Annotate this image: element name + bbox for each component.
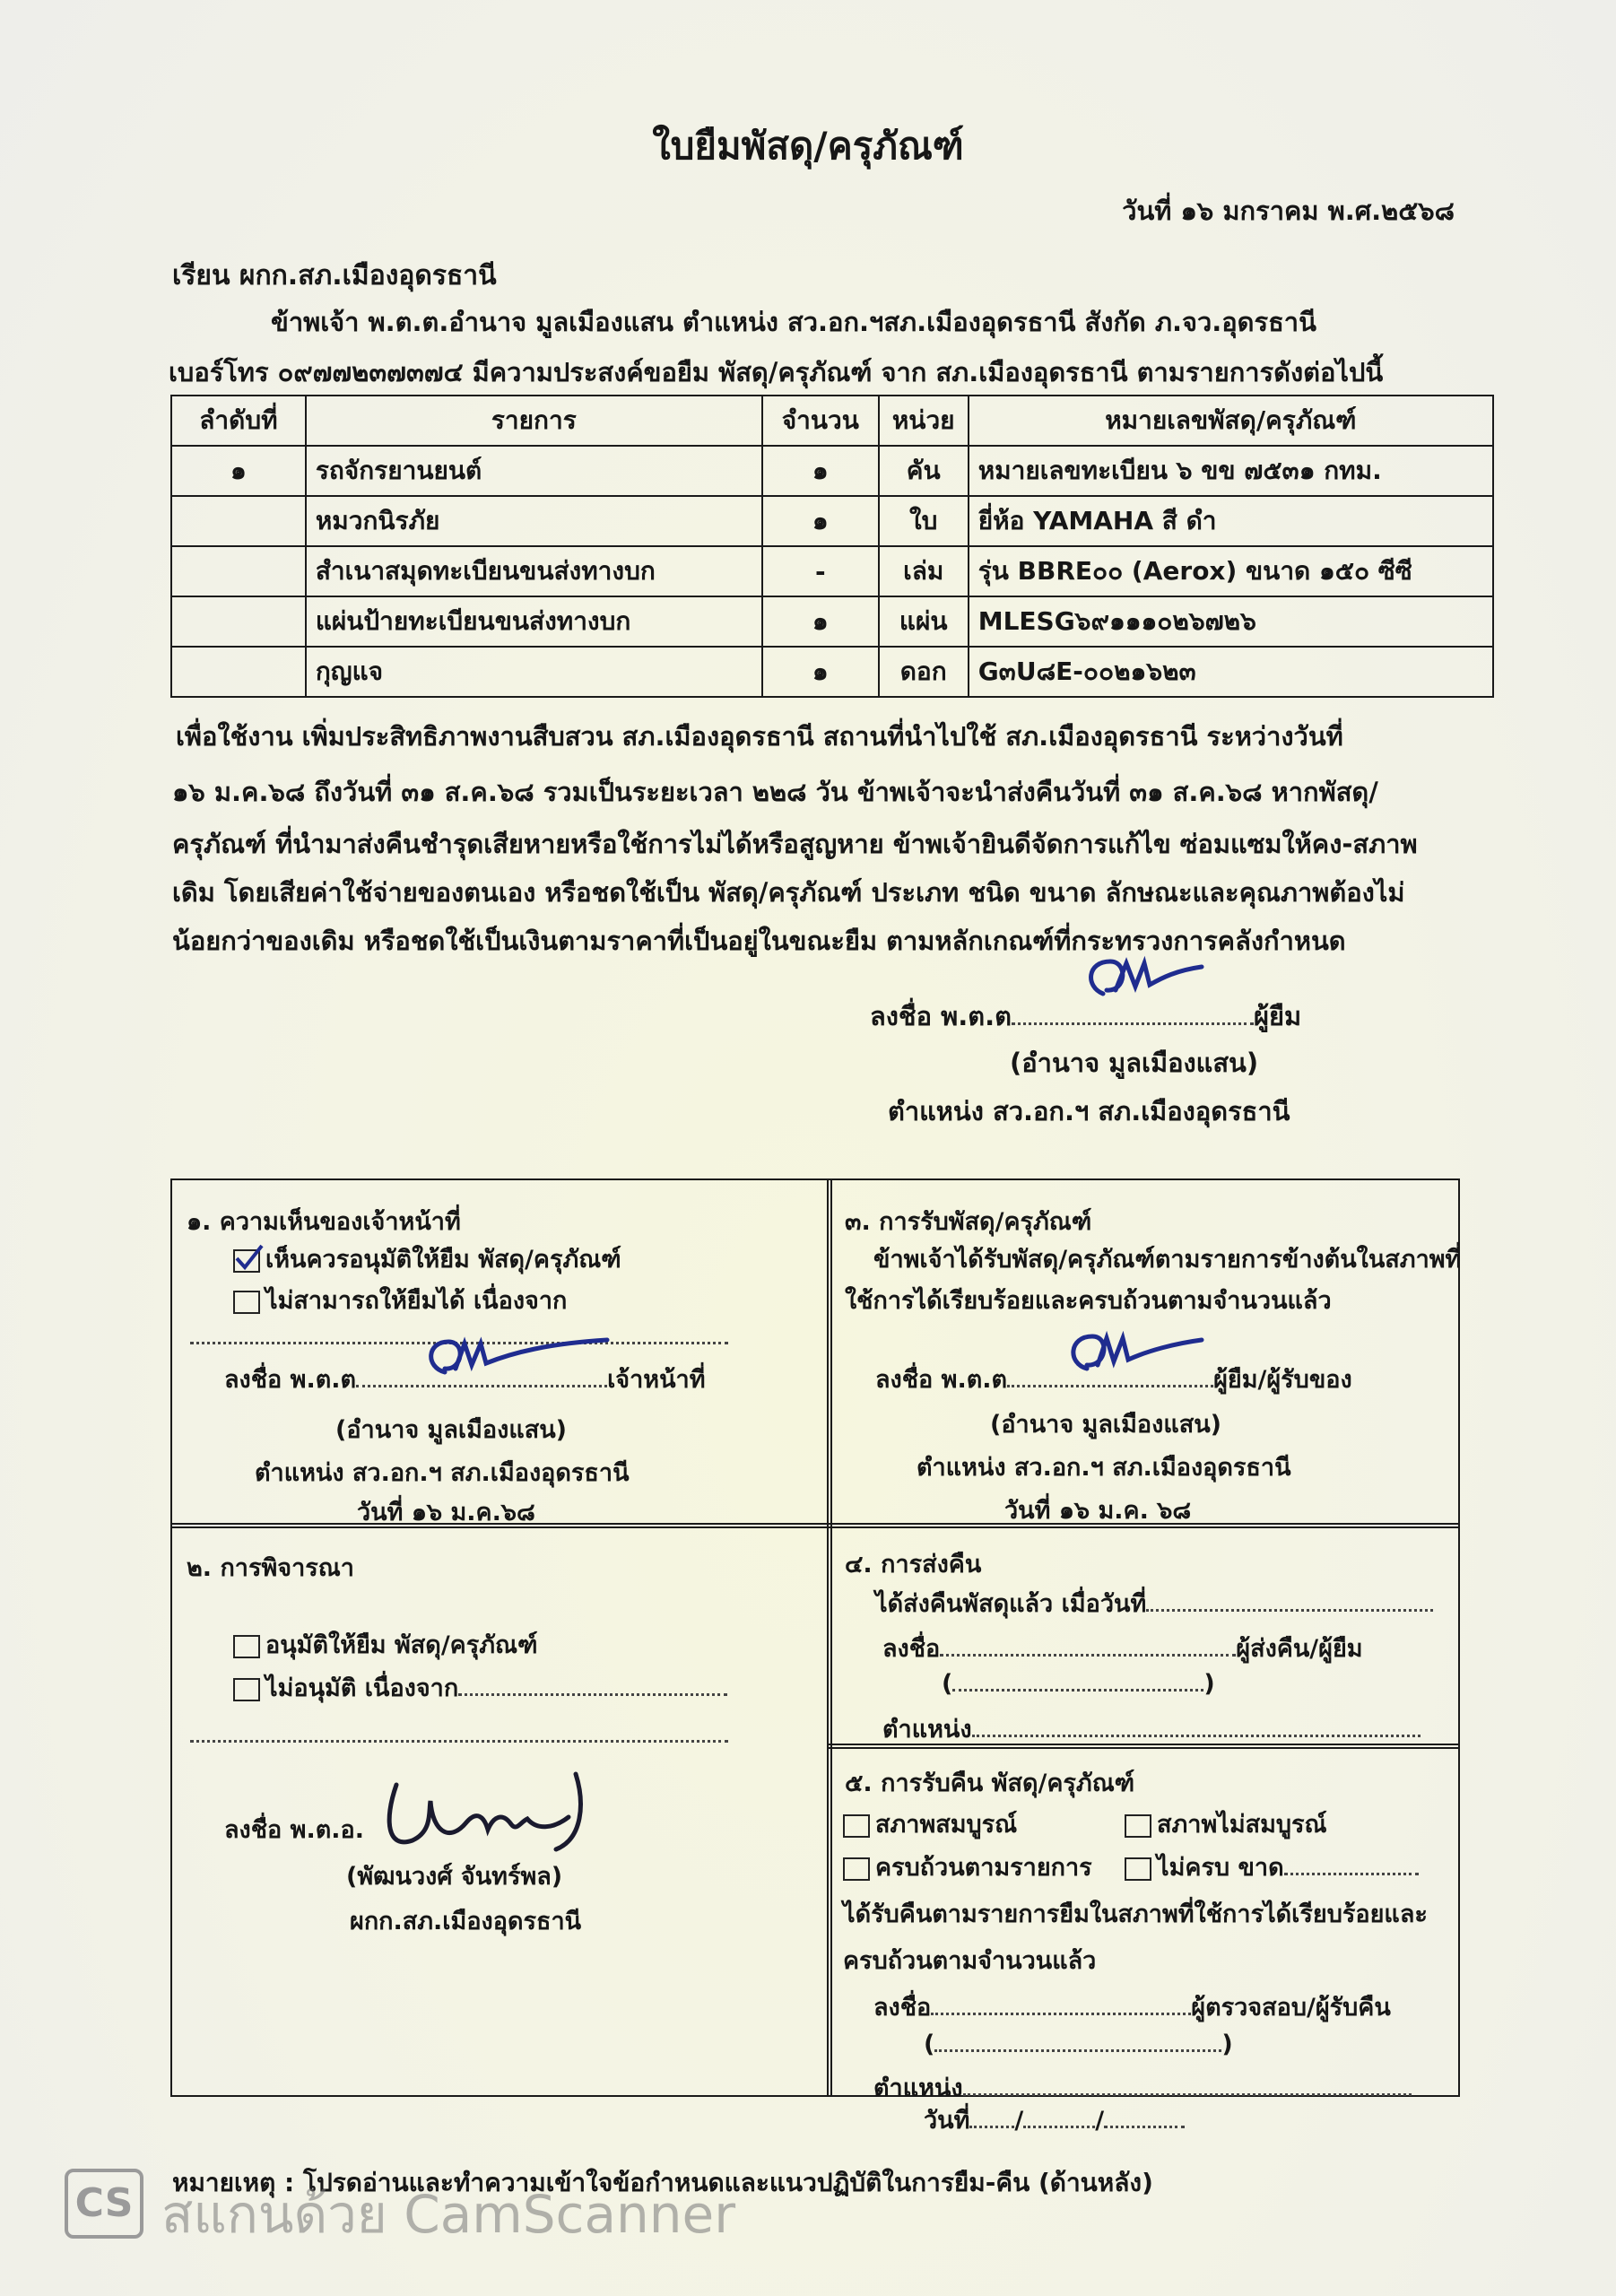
return-box [827,1523,1460,1749]
box2-option-reject: ไม่อนุมัติ เนื่องจาก [233,1668,727,1707]
sign-prefix: ลงชื่อ พ.ต.ต [870,1001,1012,1031]
cell-unit: ใบ [879,496,969,546]
box3-signature-line: ลงชื่อ พ.ต.ต ผู้ยืม/ผู้รับของ [875,1366,1352,1394]
cell-no: ๑ [171,446,306,496]
checkbox-reject[interactable] [233,1678,260,1701]
table-header-row [171,396,1493,446]
dotted-line [190,1740,728,1743]
return-receipt-box [827,1744,1460,2102]
box5-option-complete: สภาพสมบูรณ์ [843,1805,1017,1843]
box2-name: (พัฒนวงศ์ จันทร์พล) [346,1863,563,1891]
box3-position: ตำแหน่ง สว.อก.ฯ สภ.เมืองอุดรธานี [917,1454,1291,1482]
table-row [171,446,1493,496]
box1-date: วันที่ ๑๖ ม.ค.๖๘ [357,1499,535,1526]
cell-item: หมวกนิรภัย [306,496,762,546]
cell-no [171,496,306,546]
box5-line2: ครบถ้วนตามจำนวนแล้ว [843,1947,1097,1975]
checkbox-complete[interactable] [843,1814,870,1838]
cell-asset-id: G๓U๘E-๐๐๒๑๖๒๓ [969,647,1493,697]
checkbox-approve[interactable] [233,1249,260,1273]
header-cell: รายการ [306,396,762,446]
table-row [171,496,1493,546]
items-table [170,395,1494,698]
header-cell: หมายเลขพัสดุ/ครุภัณฑ์ [969,396,1493,446]
box4-line1: ได้ส่งคืนพัสดุแล้ว เมื่อวันที่ [875,1584,1433,1622]
checkbox-full[interactable] [843,1857,870,1881]
document-date: วันที่ ๑๖ มกราคม พ.ศ.๒๕๖๘ [1122,196,1455,226]
cell-item: แผ่นป้ายทะเบียนขนส่งทางบก [306,596,762,647]
box1-heading: ๑. ความเห็นของเจ้าหน้าที่ [187,1208,461,1236]
header-cell: ลำดับที่ [171,396,306,446]
cell-unit: คัน [879,446,969,496]
addressee: เรียน ผกก.สภ.เมืองอุดรธานี [172,260,497,291]
sign-suffix: ผู้ยืม [1253,1001,1302,1031]
approver-signature [377,1767,610,1866]
camscanner-logo-icon: CS [65,2169,143,2239]
box5-option-missing: ไม่ครบ ขาด [1125,1848,1419,1886]
cell-unit: ดอก [879,647,969,697]
box1-signature-line: ลงชื่อ พ.ต.ต เจ้าหน้าที่ [224,1366,706,1394]
borrower-position: ตำแหน่ง สว.อก.ฯ สภ.เมืองอุดรธานี [888,1096,1290,1126]
box4-signature-line: ลงชื่อ ผู้ส่งคืน/ผู้ยืม [882,1635,1363,1663]
box5-date-line: วันที่ / / [924,2100,1185,2139]
cell-unit: แผ่น [879,596,969,647]
box5-signature-line: ลงชื่อ ผู้ตรวจสอบ/ผู้รับคืน [873,1994,1391,2022]
receiver-signature [1058,1324,1211,1387]
checkbox-approve[interactable] [233,1635,260,1658]
cell-qty: ๑ [762,446,879,496]
paragraph-line: ครุภัณฑ์ ที่นำมาส่งคืนชำรุดเสียหายหรือใช้การไม่ได้หรือสูญหาย ข้าพเจ้ายินดีจัดการแก้ไข ซ่อมแซมให้คง-สภาพ [172,829,1418,859]
checkbox-missing[interactable] [1125,1857,1151,1881]
header-cell: จำนวน [762,396,879,446]
box5-option-incomplete: สภาพไม่สมบูรณ์ [1125,1805,1327,1843]
cell-item: สำเนาสมุดทะเบียนขนส่งทางบก [306,546,762,596]
intro-line-2: เบอร์โทร ๐๙๗๗๒๓๗๓๗๔ มีความประสงค์ขอยืม พัสดุ/ครุภัณฑ์ จาก สภ.เมืองอุดรธานี ตามรายการดังต่อไปนี้ [169,357,1384,387]
borrower-signature [1076,951,1211,1013]
cell-qty: ๑ [762,647,879,697]
box2-heading: ๒. การพิจารณา [187,1554,354,1582]
cell-item: รถจักรยานยนต์ [306,446,762,496]
box1-name: (อำนาจ มูลเมืองแสน) [335,1416,568,1444]
cell-no [171,596,306,647]
cell-qty: ๑ [762,496,879,546]
box5-line1: ได้รับคืนตามรายการยืมในสภาพที่ใช้การได้เรียบร้อยและ [843,1900,1428,1928]
borrower-name: (อำนาจ มูลเมืองแสน) [1010,1048,1259,1078]
paragraph-line: เพื่อใช้งาน เพิ่มประสิทธิภาพงานสืบสวน สภ.เมืองอุดรธานี สถานที่นำไปใช้ สภ.เมืองอุดรธานี ระหว่างวันที่ [176,721,1343,752]
cell-unit: เล่ม [879,546,969,596]
box3-line2: ใช้การได้เรียบร้อยและครบถ้วนตามจำนวนแล้ว [845,1287,1332,1315]
cell-qty: ๑ [762,596,879,647]
cell-asset-id: หมายเลขทะเบียน ๖ ขข ๗๕๓๑ กทม. [969,446,1493,496]
table-row [171,596,1493,647]
checkbox-reject[interactable] [233,1291,260,1314]
box5-position-line: ตำแหน่ง [873,2068,1412,2107]
cell-asset-id: MLESG๖๙๑๑๑๐๒๖๗๒๖ [969,596,1493,647]
header-cell: หน่วย [879,396,969,446]
checkbox-incomplete[interactable] [1125,1814,1151,1838]
officer-signature [414,1327,621,1390]
table-row [171,647,1493,697]
box1-position: ตำแหน่ง สว.อก.ฯ สภ.เมืองอุดรธานี [255,1459,630,1487]
box5-name-line: ( ) [924,2031,1233,2058]
footnote: หมายเหตุ : โปรดอ่านและทำความเข้าใจข้อกำหนดและแนวปฏิบัติในการยืม-คืน (ด้านหลัง) [172,2168,1153,2197]
cell-asset-id: ยี่ห้อ YAMAHA สี ดำ [969,496,1493,546]
cell-asset-id: รุ่น BBRE๐๐ (Aerox) ขนาด ๑๕๐ ซีซี [969,546,1493,596]
paragraph-line: ๑๖ ม.ค.๖๘ ถึงวันที่ ๓๑ ส.ค.๖๘ รวมเป็นระยะเวลา ๒๒๘ วัน ข้าพเจ้าจะนำส่งคืนวันที่ ๓๑ ส.ค.๖๘ หากพัสดุ/ [172,777,1378,807]
box3-heading: ๓. การรับพัสดุ/ครุภัณฑ์ [845,1208,1092,1236]
cell-qty: - [762,546,879,596]
box3-date: วันที่ ๑๖ ม.ค. ๖๘ [1004,1497,1192,1525]
box3-line1: ข้าพเจ้าได้รับพัสดุ/ครุภัณฑ์ตามรายการข้างต้นในสภาพที่ [873,1246,1462,1274]
cell-no [171,647,306,697]
box1-option-reject: ไม่สามารถให้ยืมได้ เนื่องจาก [233,1281,567,1319]
intro-line-1: ข้าพเจ้า พ.ต.ต.อำนาจ มูลเมืองแสน ตำแหน่ง สว.อก.ฯสภ.เมืองอุดรธานี สังกัด ภ.จว.อุดรธานี [271,307,1316,337]
table-row [171,546,1493,596]
box1-option-approve: เห็นควรอนุมัติให้ยืม พัสดุ/ครุภัณฑ์ [233,1239,621,1278]
box2-position: ผกก.สภ.เมืองอุดรธานี [350,1908,582,1935]
box5-option-full: ครบถ้วนตามรายการ [843,1848,1092,1886]
box4-position-line: ตำแหน่ง [882,1709,1421,1748]
checkmark-icon [233,1244,264,1271]
box3-name: (อำนาจ มูลเมืองแสน) [990,1411,1222,1439]
cell-no [171,546,306,596]
box2-signature-prefix: ลงชื่อ พ.ต.อ. [224,1816,364,1844]
camscanner-watermark: สแกนด้วย CamScanner [161,2184,736,2245]
box2-option-approve: อนุมัติให้ยืม พัสดุ/ครุภัณฑ์ [233,1625,538,1664]
document-title: ใบยืมพัสดุ/ครุภัณฑ์ [652,124,964,168]
box4-name-line: ( ) [942,1670,1215,1698]
paragraph-line: น้อยกว่าของเดิม หรือชดใช้เป็นเงินตามราคาที่เป็นอยู่ในขณะยืม ตามหลักเกณฑ์ที่กระทรวงการคลังกำหนด [172,926,1346,956]
paragraph-line: เดิม โดยเสียค่าใช้จ่ายของตนเอง หรือชดใช้เป็น พัสดุ/ครุภัณฑ์ ประเภท ชนิด ขนาด ลักษณะและคุณภาพต้องไม่ [172,877,1405,908]
box4-heading: ๔. การส่งคืน [845,1551,982,1578]
box5-heading: ๕. การรับคืน พัสดุ/ครุภัณฑ์ [845,1770,1135,1797]
cell-item: กุญแจ [306,647,762,697]
